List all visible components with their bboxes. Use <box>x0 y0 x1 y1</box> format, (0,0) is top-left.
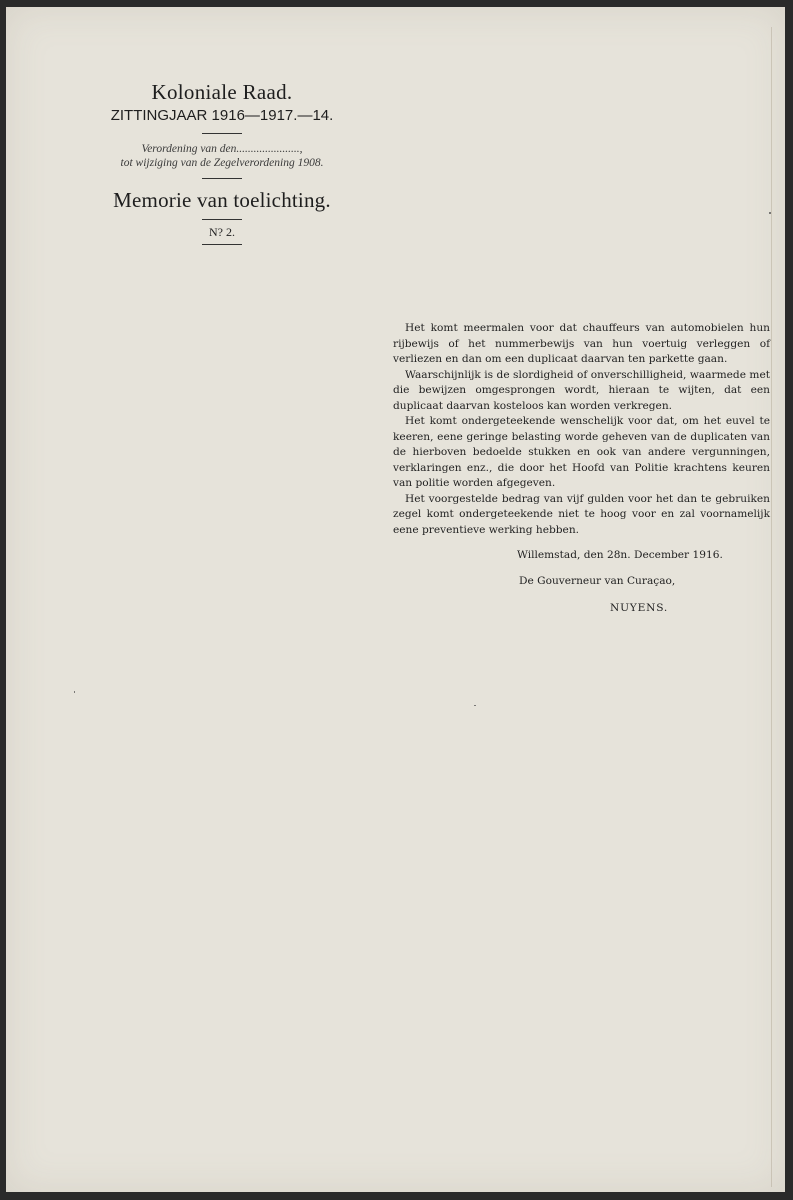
regulation-line-1: Verordening van den......................, <box>141 143 303 155</box>
body-paragraph: Waarschijnlijk is de slordigheid of onverschilligheid, waarmede met die bewijzen omgesprongen wordt, hieraan te wijten, dat een duplicaat daarvan kosteloos kan worden verkregen. <box>393 368 770 412</box>
memorandum-body <box>393 321 770 538</box>
document-number: N? 2. <box>209 225 235 239</box>
paper-speck <box>474 705 476 706</box>
paper-speck <box>769 212 771 214</box>
body-paragraph: Het komt meermalen voor dat chauffeurs van automobielen hun rijbewijs of het nummerbewijs van hun voertuig verleggen of verliezen en dan om een duplicaat daarvan ten parkette gaan. <box>393 322 770 365</box>
document-page <box>6 7 785 1192</box>
signatory-title: De Gouverneur van Curaçao, <box>519 575 676 587</box>
page-fold-line <box>771 27 772 1187</box>
header-divider <box>202 133 242 134</box>
document-header <box>76 79 368 253</box>
body-paragraph: Het komt ondergeteekende wenschelijk voor dat, om het euvel te keeren, eene geringe belasting worde geheven van de duplicaten van de hierboven bedoelde stukken en ook van andere vergunningen, verklaringen enz., die door het Hoofd van Politie krachtens keuren van politie worden afgegeven. <box>393 415 770 489</box>
header-divider <box>202 244 242 245</box>
header-divider <box>202 178 242 179</box>
header-divider <box>202 219 242 220</box>
session-year: ZITTINGJAAR 1916—1917.—14. <box>110 107 334 124</box>
body-paragraph: Het voorgestelde bedrag van vijf gulden voor het dan te gebruiken zegel komt ondergeteekende niet te hoog voor en zal voornamelijk eene preventieve werking hebben. <box>393 492 770 536</box>
document-type-title: Memorie van toelichting. <box>113 188 331 212</box>
signature-name: NUYENS. <box>610 602 669 614</box>
paper-speck <box>74 691 75 693</box>
place-and-date: Willemstad, den 28n. December 1916. <box>517 549 723 561</box>
regulation-line-2: tot wijziging van de Zegelverordening 1908. <box>120 157 324 169</box>
council-title: Koloniale Raad. <box>151 80 293 104</box>
